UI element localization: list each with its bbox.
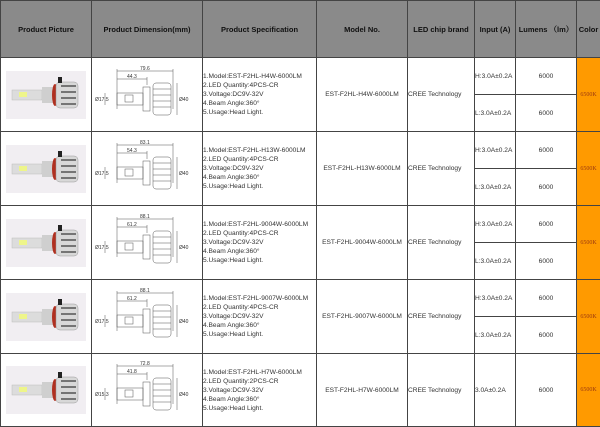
led-chip-brand-cell: CREE Technology — [408, 58, 475, 132]
led-chip-brand-cell: CREE Technology — [408, 354, 475, 427]
model-no-cell: EST-F2HL-H4W-6000LM — [317, 58, 408, 132]
spec-line: 3.Voltage:DC9V-32V — [203, 386, 316, 395]
spec-line: 3.Voltage:DC9V-32V — [203, 164, 316, 173]
dimension-right-diameter: Ø40 — [179, 97, 189, 103]
dimension-total-length: 83.1 — [140, 140, 150, 146]
dimension-drawing — [92, 65, 202, 125]
spec-line: 1.Model:EST-F2HL-9004W-6000LM — [203, 220, 316, 229]
product-dimension-cell — [92, 58, 203, 132]
model-no-cell: EST-F2HL-H13W-6000LM — [317, 132, 408, 206]
spec-line: 5.Usage:Head Light. — [203, 404, 316, 413]
lumens-cell: 6000 — [516, 169, 577, 206]
led-chip-brand-cell: CREE Technology — [408, 280, 475, 354]
lumens-cell: 6000 — [516, 206, 577, 243]
spec-line: 2.LED Quantity:4PCS-CR — [203, 155, 316, 164]
led-headlight-bulb-h7-image — [1, 366, 91, 414]
dimension-partial-length: 44.3 — [127, 74, 137, 80]
led-chip-brand-cell: CREE Technology — [408, 132, 475, 206]
dimension-partial-length: 61.2 — [127, 222, 137, 228]
model-no-cell: EST-F2HL-H7W-6000LM — [317, 354, 408, 427]
spec-line: 1.Model:EST-F2HL-H4W-6000LM — [203, 72, 316, 81]
product-specification-cell — [203, 206, 317, 280]
lumens-cell: 6000 — [516, 95, 577, 132]
dimension-left-diameter: Ø17.5 — [95, 171, 109, 177]
spec-line: 1.Model:EST-F2HL-H13W-6000LM — [203, 146, 316, 155]
product-picture-cell — [1, 58, 92, 132]
dimension-left-diameter: Ø17.5 — [95, 97, 109, 103]
dimension-partial-length: 61.2 — [127, 296, 137, 302]
lumens-cell: 6000 — [516, 280, 577, 317]
header-product-picture: Product Picture — [1, 1, 92, 58]
dimension-total-length: 72.8 — [140, 361, 150, 367]
product-row — [1, 354, 600, 427]
dimension-drawing — [92, 360, 202, 420]
spec-line: 4.Beam Angle:360° — [203, 395, 316, 404]
lumens-cell: 6000 — [516, 317, 577, 354]
product-specification-cell — [203, 58, 317, 132]
product-dimension-cell — [92, 280, 203, 354]
dimension-left-diameter: Ø17.5 — [95, 245, 109, 251]
dimension-partial-length: 41.8 — [127, 369, 137, 375]
spec-line: 4.Beam Angle:360° — [203, 99, 316, 108]
header-lumens: Lumens （lm） — [516, 1, 577, 58]
spec-line: 2.LED Quantity:4PCS-CR — [203, 229, 316, 238]
model-no-cell: EST-F2HL-9004W-6000LM — [317, 206, 408, 280]
input-cell: H:3.0A±0.2A — [475, 58, 516, 95]
dimension-total-length: 79.6 — [140, 66, 150, 72]
product-picture-cell — [1, 280, 92, 354]
spec-line: 1.Model:EST-F2HL-H7W-6000LM — [203, 368, 316, 377]
led-chip-brand-cell: CREE Technology — [408, 206, 475, 280]
header-product-dimension: Product Dimension(mm) — [92, 1, 203, 58]
spec-line: 3.Voltage:DC9V-32V — [203, 312, 316, 321]
input-cell: H:3.0A±0.2A — [475, 132, 516, 169]
header-model-no: Model No. — [317, 1, 408, 58]
led-headlight-bulb-9004-image — [1, 219, 91, 267]
dimension-right-diameter: Ø40 — [179, 392, 189, 398]
header-input: Input (A) — [475, 1, 516, 58]
header-led-chip-brand: LED chip brand — [408, 1, 475, 58]
spec-line: 5.Usage:Head Light. — [203, 108, 316, 117]
header-product-specification: Product Specification — [203, 1, 317, 58]
dimension-drawing — [92, 139, 202, 199]
input-cell: H:3.0A±0.2A — [475, 280, 516, 317]
led-headlight-bulb-h4-image — [1, 71, 91, 119]
header-color: Color — [577, 1, 600, 58]
product-specification-cell — [203, 354, 317, 427]
input-cell: L:3.0A±0.2A — [475, 317, 516, 354]
spec-line: 2.LED Quantity:2PCS-CR — [203, 377, 316, 386]
color-temperature-cell: 6500K — [577, 206, 600, 280]
spec-line: 4.Beam Angle:360° — [203, 173, 316, 182]
product-row — [1, 132, 600, 169]
product-specification-cell — [203, 132, 317, 206]
lumens-cell: 6000 — [516, 58, 577, 95]
model-no-cell: EST-F2HL-9007W-6000LM — [317, 280, 408, 354]
input-cell: H:3.0A±0.2A — [475, 206, 516, 243]
product-picture-cell — [1, 206, 92, 280]
spec-line: 3.Voltage:DC9V-32V — [203, 238, 316, 247]
product-row — [1, 206, 600, 243]
product-row — [1, 58, 600, 95]
input-cell: L:3.0A±0.2A — [475, 95, 516, 132]
input-cell: L:3.0A±0.2A — [475, 243, 516, 280]
color-temperature-cell: 6500K — [577, 132, 600, 206]
led-headlight-bulb-h13-image — [1, 145, 91, 193]
spec-line: 5.Usage:Head Light. — [203, 256, 316, 265]
led-headlight-bulb-9007-image — [1, 293, 91, 341]
dimension-partial-length: 54.3 — [127, 148, 137, 154]
dimension-total-length: 88.1 — [140, 214, 150, 220]
spec-line: 5.Usage:Head Light. — [203, 330, 316, 339]
dimension-left-diameter: Ø15.3 — [95, 392, 109, 398]
dimension-left-diameter: Ø17.5 — [95, 319, 109, 325]
spec-line: 4.Beam Angle:360° — [203, 321, 316, 330]
product-picture-cell — [1, 354, 92, 427]
lumens-cell: 6000 — [516, 354, 577, 427]
spec-line: 3.Voltage:DC9V-32V — [203, 90, 316, 99]
product-row — [1, 280, 600, 317]
dimension-right-diameter: Ø40 — [179, 245, 189, 251]
product-specification-cell — [203, 280, 317, 354]
dimension-right-diameter: Ø40 — [179, 319, 189, 325]
lumens-cell: 6000 — [516, 132, 577, 169]
spec-line: 2.LED Quantity:4PCS-CR — [203, 303, 316, 312]
product-dimension-cell — [92, 132, 203, 206]
product-dimension-cell — [92, 206, 203, 280]
color-temperature-cell: 6500K — [577, 280, 600, 354]
color-temperature-cell: 6500K — [577, 354, 600, 427]
lumens-cell: 6000 — [516, 243, 577, 280]
spec-line: 4.Beam Angle:360° — [203, 247, 316, 256]
product-picture-cell — [1, 132, 92, 206]
spec-line: 5.Usage:Head Light. — [203, 182, 316, 191]
dimension-right-diameter: Ø40 — [179, 171, 189, 177]
color-temperature-cell: 6500K — [577, 58, 600, 132]
spec-line: 1.Model:EST-F2HL-9007W-6000LM — [203, 294, 316, 303]
dimension-drawing — [92, 213, 202, 273]
dimension-drawing — [92, 287, 202, 347]
product-dimension-cell — [92, 354, 203, 427]
dimension-total-length: 88.1 — [140, 288, 150, 294]
header-row — [1, 1, 600, 58]
spec-line: 2.LED Quantity:4PCS-CR — [203, 81, 316, 90]
input-cell: 3.0A±0.2A — [475, 354, 516, 427]
input-cell: L:3.0A±0.2A — [475, 169, 516, 206]
